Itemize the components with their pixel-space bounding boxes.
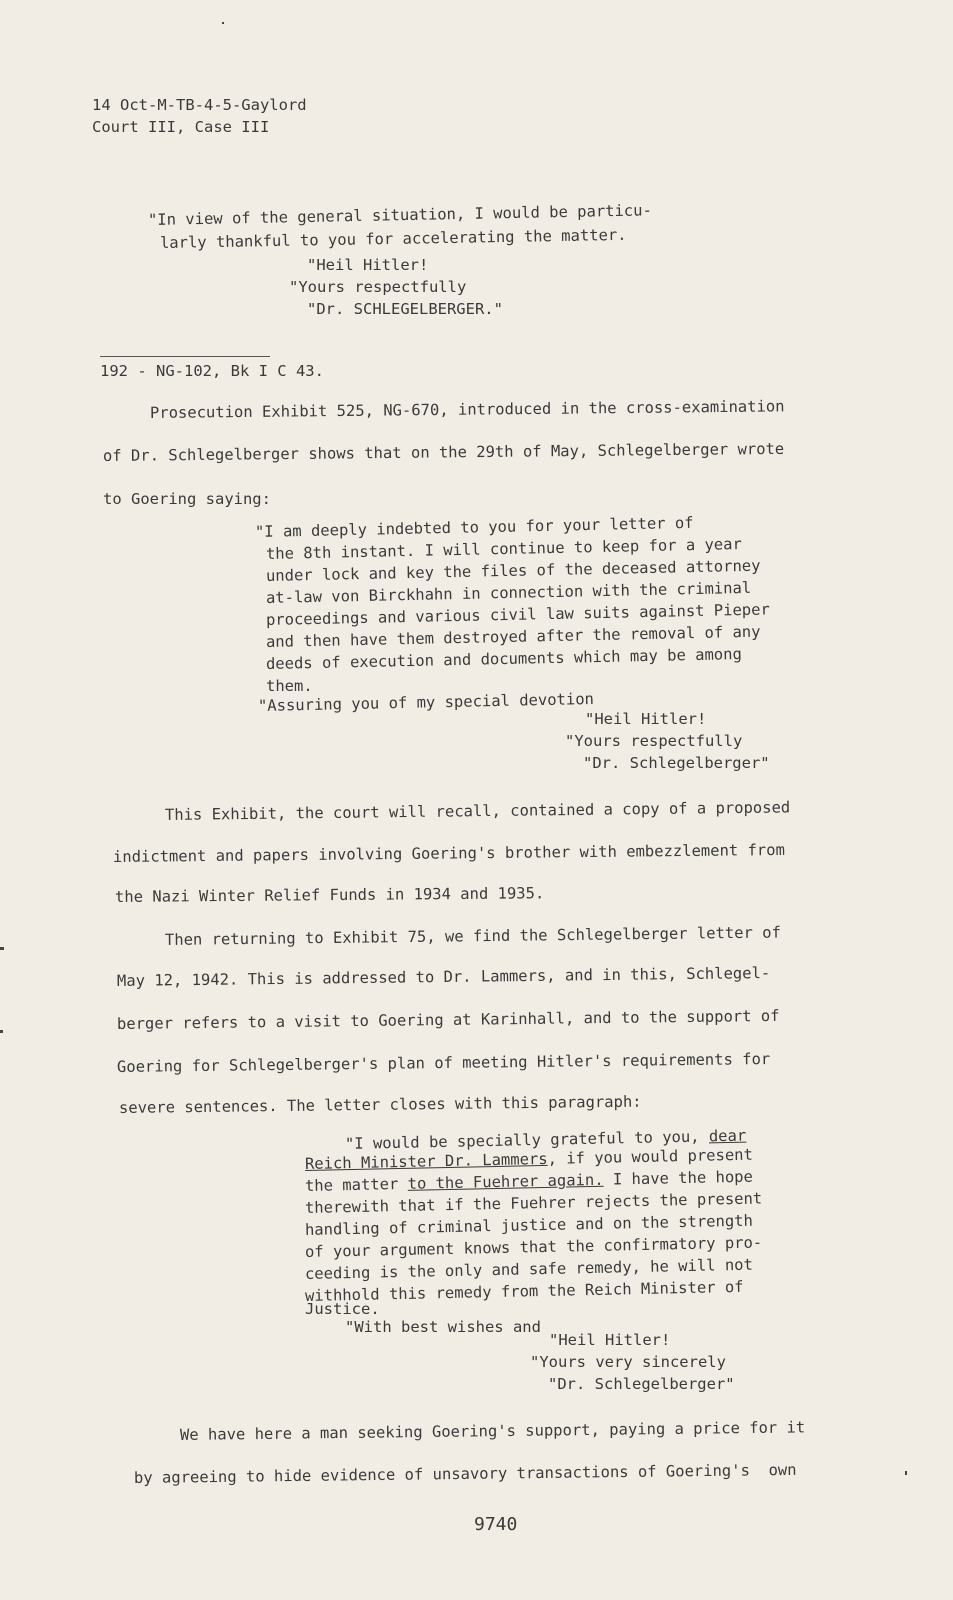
quote2-line: proceedings and various civil law suits against Pieper [265,600,770,629]
body-line: indictment and papers involving Goering's brother with embezzlement from [112,840,785,866]
body-line: berger refers to a visit to Goering at Karinhall, and to the support of [116,1006,780,1033]
quote3-line: "Heil Hitler! [549,1331,671,1349]
quote3-line: withhold this remedy from the Reich Minister of [304,1277,744,1305]
quote3-line: therewith that if the Fuehrer rejects the present [304,1189,763,1217]
reference-line: 192 - NG-102, Bk I C 43. [100,362,324,380]
scan-speck [222,22,224,24]
quote3-line: Justice. [305,1300,380,1318]
body-line: Prosecution Exhibit 525, NG-670, introduced in the cross-examination [149,397,785,422]
quote1-line: "Heil Hitler! [307,256,429,274]
header-line-2: Court III, Case III [92,118,270,136]
body-line: May 12, 1942. This is addressed to Dr. Lammers, and in this, Schlegel- [116,964,771,990]
scan-speck [0,947,4,950]
quote3-underlined: to the Fuehrer again. [407,1170,604,1193]
quote3-line: "Yours very sincerely [530,1353,726,1371]
quote1-line: "In view of the general situation, I would be particu- [147,201,653,229]
scan-speck [0,1030,3,1033]
body-line: by agreeing to hide evidence of unsavory transactions of Goering's own [133,1460,797,1487]
quote2-line: "I am deeply indebted to you for your letter of [254,513,694,541]
body-line: Goering for Schlegelberger's plan of meeting Hitler's requirements for [116,1050,771,1076]
quote3-underlined: dear [708,1126,747,1146]
quote3-text: , if you would present [547,1145,754,1168]
reference-rule [100,356,270,357]
body-line: to Goering saying: [103,490,271,508]
quote3-line: of your argument knows that the confirmatory pro- [304,1233,763,1261]
quote3-line: handling of criminal justice and on the strength [304,1211,754,1239]
quote2-line: "Assuring you of my special devotion [257,689,595,715]
quote2-line: "Heil Hitler! [585,710,707,728]
quote2-line: them. [266,677,313,695]
scan-speck [905,1471,907,1475]
body-line: We have here a man seeking Goering's support, paying a price for it [179,1418,806,1444]
quote2-line: the 8th instant. I will continue to keep for a year [265,535,743,563]
quote2-line: deeds of execution and documents which may be among [265,645,743,673]
body-line: the Nazi Winter Relief Funds in 1934 and 1935. [114,884,545,906]
header-line-1: 14 Oct-M-TB-4-5-Gaylord [92,96,307,114]
quote3-line: ceeding is the only and safe remedy, he will not [304,1255,754,1283]
quote3-text: the matter [304,1174,408,1195]
quote3-text: "I would be specially grateful to you, [344,1127,710,1153]
body-line: Then returning to Exhibit 75, we find the Schlegelberger letter of [164,923,781,949]
body-line: severe sentences. The letter closes with this paragraph: [118,1092,642,1117]
quote3-line: "Dr. Schlegelberger" [548,1375,735,1393]
quote3-line: "With best wishes and [345,1318,541,1336]
quote1-line: "Yours respectfully [289,278,467,296]
quote2-line: under lock and key the files of the deceased attorney [265,556,761,585]
quote2-line: and then have them destroyed after the removal of any [265,622,761,651]
quote3-underlined: Reich Minister Dr. Lammers [304,1149,548,1173]
quote2-line: "Dr. Schlegelberger" [583,754,770,772]
quote2-line: at-law von Birckhahn in connection with the criminal [265,578,752,607]
quote2-line: "Yours respectfully [565,732,743,750]
body-line: This Exhibit, the court will recall, contained a copy of a proposed [164,798,791,824]
quote1-line: "Dr. SCHLEGELBERGER." [307,300,503,318]
quote3-text: I have the hope [603,1167,754,1189]
quote1-line: larly thankful to you for accelerating the matter. [159,225,627,252]
page-number: 9740 [474,1514,518,1535]
body-line: of Dr. Schlegelberger shows that on the 29th of May, Schlegelberger wrote [102,439,785,465]
